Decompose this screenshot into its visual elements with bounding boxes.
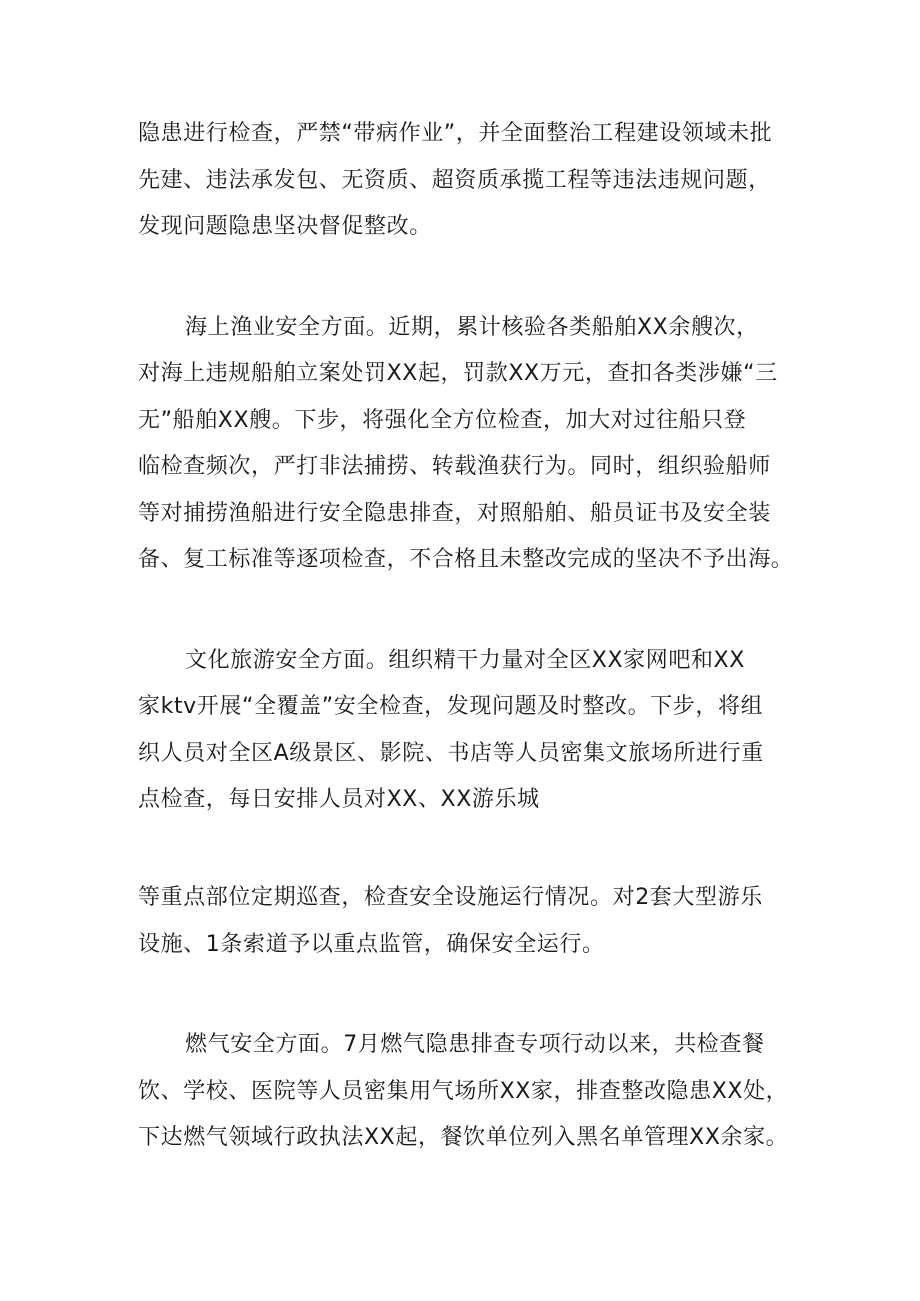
text-line: 织人员对全区A级景区、影院、书店等人员密集文旅场所进行重 bbox=[138, 741, 764, 766]
text-line: 点检查，每日安排人员对XX、XX游乐城 bbox=[138, 787, 540, 812]
text-line: 等对捕捞渔船进行安全隐患排查，对照船舶、船员证书及安全装 bbox=[138, 501, 771, 526]
text-line: 隐患进行检查，严禁“带病作业”，并全面整治工程建设领域未批 bbox=[138, 121, 773, 146]
text-line: 等重点部位定期巡查，检查安全设施运行情况。对2套大型游乐 bbox=[138, 885, 763, 910]
text-line: 先建、违法承发包、无资质、超资质承揽工程等违法违规问题， bbox=[138, 168, 771, 193]
text-line: 家ktv开展“全覆盖”安全检查，发现问题及时整改。下步，将组 bbox=[138, 694, 764, 719]
paragraph-first-line: 海上渔业安全方面。近期，累计核验各类船舶XX余艘次， bbox=[185, 315, 759, 340]
text-line: 无”船舶XX艘。下步，将强化全方位检查，加大对过往船只登 bbox=[138, 408, 747, 433]
text-line: 发现问题隐患坚决督促整改。 bbox=[138, 214, 432, 239]
text-line: 备、复工标准等逐项检查，不合格且未整改完成的坚决不予出海。 bbox=[138, 547, 794, 572]
text-line: 下达燃气领域行政执法XX起，餐饮单位列入黑名单管理XX余家。 bbox=[138, 1125, 789, 1150]
text-line: 对海上违规船舶立案处罚XX起，罚款XX万元，查扣各类涉嫌“三 bbox=[138, 361, 778, 386]
paragraph-first-line: 文化旅游安全方面。组织精干力量对全区XX家网吧和XX bbox=[185, 648, 745, 673]
text-line: 临检查频次，严打非法捕捞、转载渔获行为。同时，组织验船师 bbox=[138, 454, 771, 479]
text-line: 设施、1条索道予以重点监管，确保安全运行。 bbox=[138, 932, 605, 957]
paragraph-first-line: 燃气安全方面。7月燃气隐患排查专项行动以来，共检查餐 bbox=[185, 1032, 765, 1057]
text-line: 饮、学校、医院等人员密集用气场所XX家，排查整改隐患XX处， bbox=[138, 1079, 789, 1104]
